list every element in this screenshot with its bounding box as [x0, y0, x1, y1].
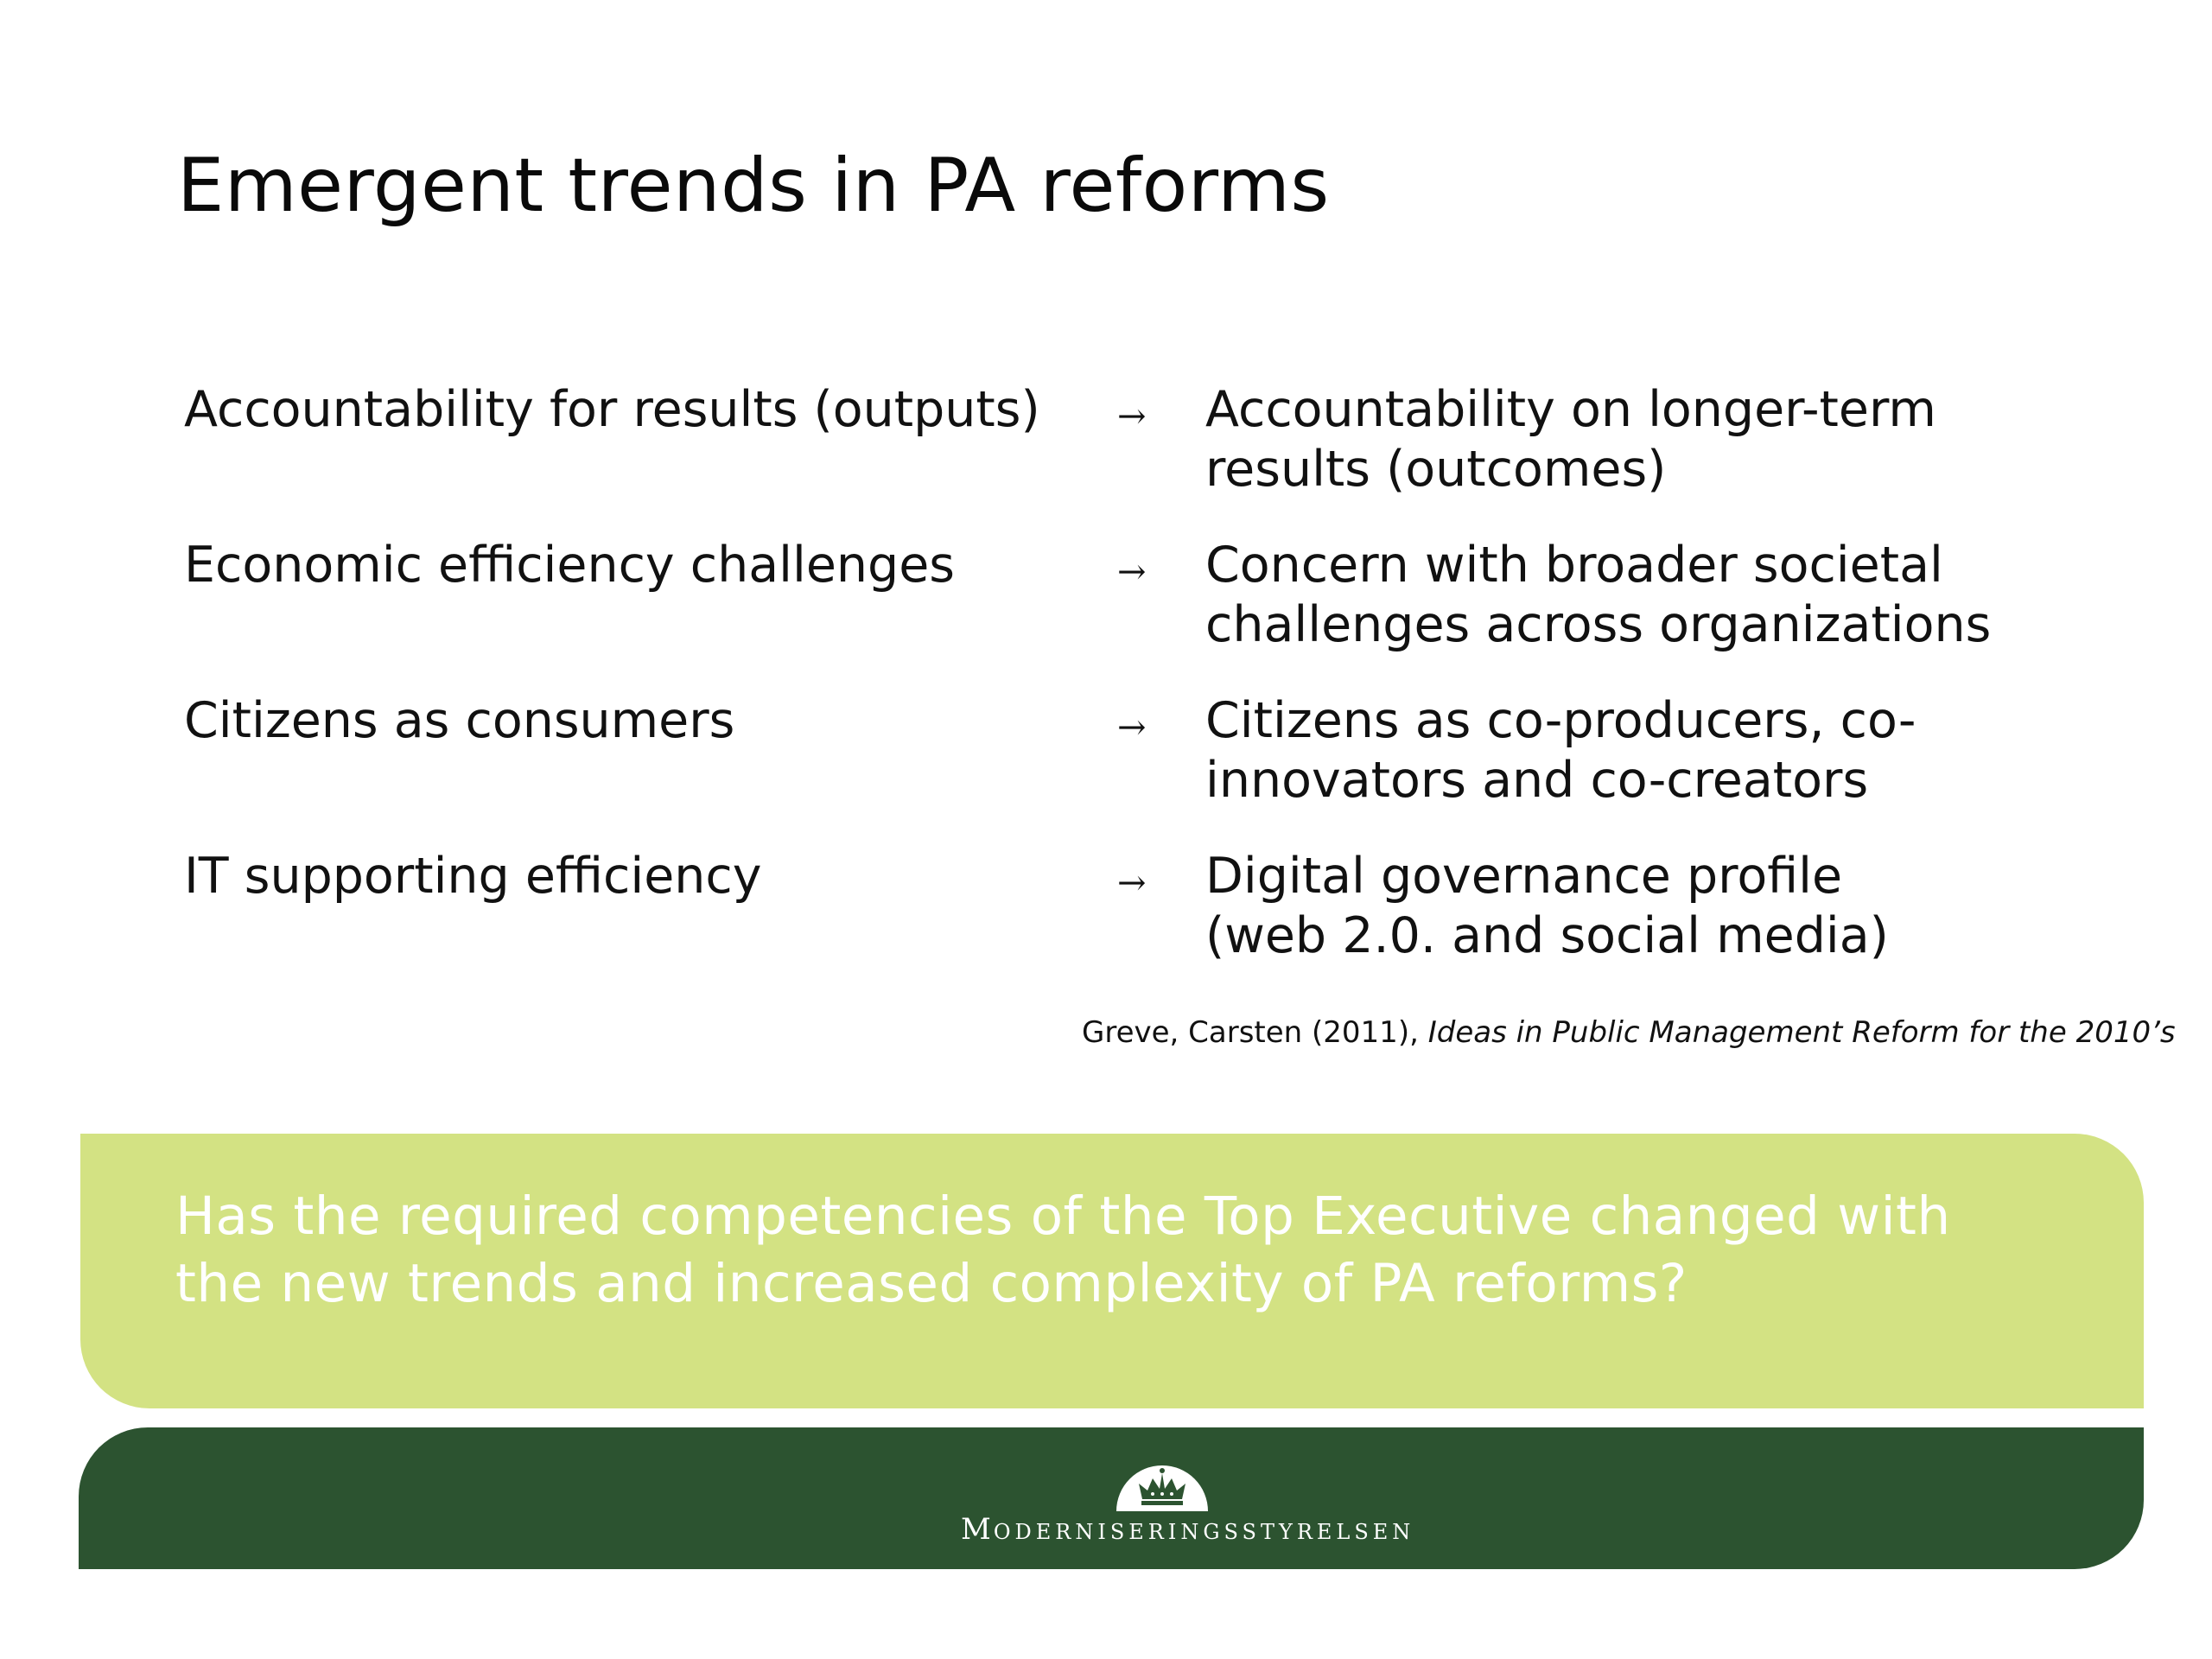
trend-from: Economic efficiency challenges — [184, 537, 955, 594]
question-panel — [80, 1134, 2144, 1408]
arrow-right-icon: → — [1117, 552, 1147, 592]
trend-from: Citizens as consumers — [184, 692, 735, 749]
citation-work: Ideas in Public Management Reform for the 2010’s — [1427, 1015, 2176, 1050]
trend-to-line: Digital governance profile — [1205, 848, 1843, 905]
question-line: the new trends and increased complexity of PA reforms? — [175, 1253, 1688, 1314]
trend-to — [1205, 536, 1991, 655]
trend-to — [1205, 691, 1916, 810]
arrow-right-icon: → — [1117, 708, 1147, 747]
trend-to-line: results (outcomes) — [1205, 441, 1667, 498]
footer-band — [79, 1427, 2144, 1569]
trend-to — [1205, 380, 1936, 499]
arrow-right-icon: → — [1117, 397, 1147, 436]
trend-to — [1205, 847, 1889, 966]
slide-title: Emergent trends in PA reforms — [177, 143, 1330, 229]
question-text — [175, 1183, 1951, 1318]
trend-to-line: Citizens as co-producers, co- — [1205, 692, 1916, 749]
trend-to-line: challenges across organizations — [1205, 596, 1992, 653]
question-line: Has the required competencies of the Top Executive changed with — [175, 1185, 1951, 1247]
trend-from: Accountability for results (outputs) — [184, 381, 1040, 438]
logo-initial: M — [961, 1512, 994, 1547]
citation-author: Greve, Carsten (2011), — [1082, 1015, 1428, 1050]
citation — [1082, 1015, 2176, 1050]
trend-to-line: (web 2.0. and social media) — [1205, 907, 1889, 964]
trend-to-line: Accountability on longer-term — [1205, 381, 1936, 438]
logo-wordmark — [961, 1512, 1414, 1547]
trend-to-line: Concern with broader societal — [1205, 537, 1943, 594]
logo-rest: ODERNISERINGSSTYRELSEN — [993, 1520, 1415, 1544]
arrow-right-icon: → — [1117, 863, 1147, 903]
trend-from: IT supporting efficiency — [184, 848, 762, 905]
crown-icon — [1116, 1463, 1208, 1511]
trend-to-line: innovators and co-creators — [1205, 752, 1869, 809]
